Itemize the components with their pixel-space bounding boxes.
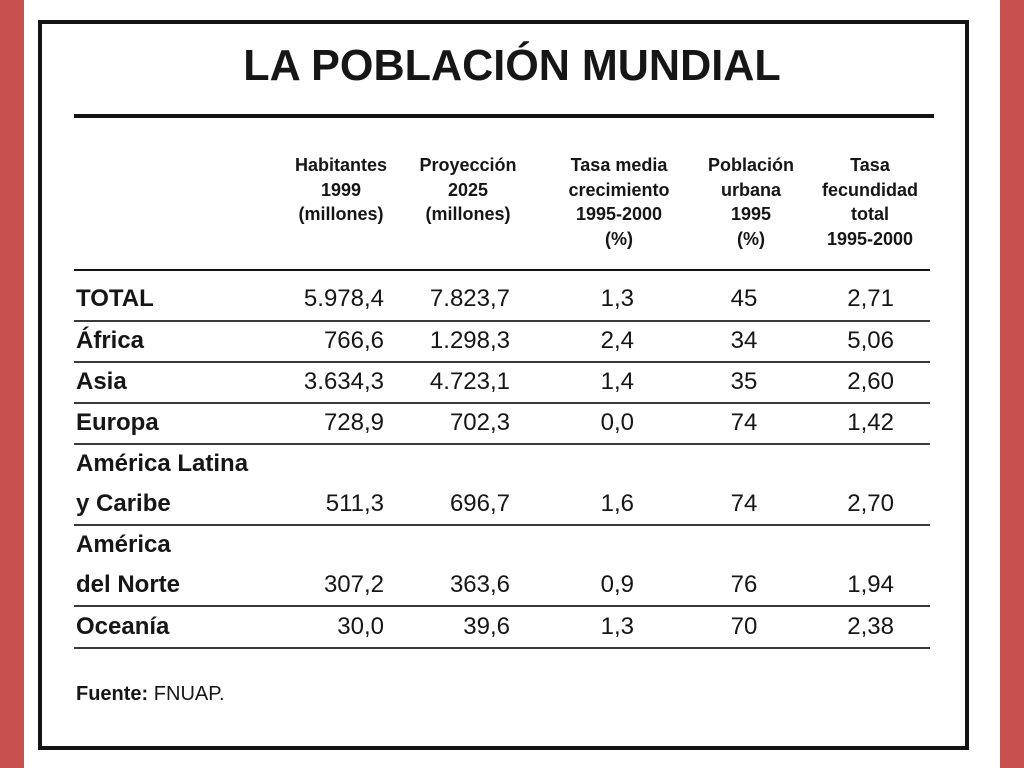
- header-divider: [74, 269, 930, 271]
- source-text: FNUAP.: [153, 683, 225, 705]
- col-header-line: 2025: [447, 179, 489, 200]
- col-header-line: Tasa: [850, 155, 890, 175]
- col-header-habitantes-1999: [284, 153, 398, 227]
- cell-tasa-crecimiento: 0,9: [600, 571, 634, 598]
- col-header-line: Tasa media: [570, 155, 668, 175]
- right-border-bar: [1000, 0, 1024, 768]
- region-label: Asia: [76, 368, 127, 395]
- col-header-tasa-crecimiento: [550, 153, 688, 251]
- cell-tasa-fecundidad: 5,06: [847, 327, 894, 354]
- col-header-line: Habitantes: [294, 155, 388, 175]
- cell-poblacion-urbana: 45: [730, 285, 758, 312]
- row-region: [76, 279, 154, 319]
- col-header-line: 1995-2000: [826, 228, 914, 249]
- cell-habitantes: 728,9: [323, 409, 384, 436]
- cell-poblacion-urbana: 35: [730, 368, 758, 395]
- cell-tasa-fecundidad: 1,94: [847, 571, 894, 598]
- row-region: [76, 444, 248, 524]
- cell-habitantes: 30,0: [337, 613, 384, 640]
- col-header-line: fecundidad: [821, 179, 918, 200]
- cell-tasa-crecimiento: 2,4: [600, 327, 634, 354]
- cell-poblacion-urbana: 70: [730, 613, 758, 640]
- col-header-line: 1995: [730, 204, 772, 224]
- cell-proyeccion: 363,6: [449, 571, 510, 598]
- col-header-line: (millones): [298, 204, 384, 224]
- cell-proyeccion: 1.298,3: [429, 327, 510, 354]
- cell-tasa-crecimiento: 1,4: [600, 368, 634, 395]
- row-divider: [74, 647, 930, 649]
- cell-proyeccion: 39,6: [463, 613, 510, 640]
- cell-tasa-crecimiento: 1,6: [600, 490, 634, 517]
- cell-tasa-fecundidad: 2,38: [847, 613, 894, 640]
- col-header-line: 1999: [320, 179, 362, 200]
- col-header-line: urbana: [720, 179, 781, 200]
- region-label: del Norte: [76, 571, 181, 598]
- region-label: Europa: [76, 409, 159, 436]
- col-header-poblacion-urbana: [694, 153, 808, 251]
- cell-proyeccion: 702,3: [449, 409, 510, 436]
- cell-tasa-fecundidad: 1,42: [847, 409, 894, 436]
- cell-habitantes: 5.978,4: [303, 285, 384, 312]
- col-header-line: crecimiento: [568, 179, 670, 200]
- page-title: LA POBLACIÓN MUNDIAL: [243, 41, 781, 90]
- table-row-oceania: [74, 606, 930, 649]
- cell-poblacion-urbana: 74: [730, 409, 758, 436]
- row-region: [76, 403, 159, 443]
- cell-poblacion-urbana: 34: [730, 327, 758, 354]
- row-region: [76, 362, 127, 402]
- region-label: África: [76, 327, 145, 354]
- row-region: [76, 607, 169, 647]
- table-row-asia: [74, 362, 930, 404]
- col-header-line: Población: [707, 155, 794, 175]
- region-label: Oceanía: [76, 613, 170, 640]
- col-header-line: (%): [605, 228, 633, 249]
- col-header-line: Proyección: [419, 155, 517, 175]
- table-row-total: [74, 279, 930, 322]
- table-row-africa: [74, 321, 930, 363]
- left-border-bar: [0, 0, 24, 768]
- region-label: y Caribe: [76, 490, 171, 517]
- cell-tasa-fecundidad: 2,71: [847, 285, 894, 312]
- cell-tasa-fecundidad: 2,60: [847, 368, 894, 395]
- table-row-europa: [74, 403, 930, 445]
- cell-proyeccion: 4.723,1: [429, 368, 510, 395]
- col-header-line: 1995-2000: [575, 204, 663, 224]
- region-label: América Latina: [76, 450, 249, 477]
- cell-habitantes: 307,2: [323, 571, 384, 598]
- region-label: América: [76, 531, 171, 558]
- cell-habitantes: 511,3: [325, 490, 384, 517]
- cell-tasa-fecundidad: 2,70: [847, 490, 894, 517]
- row-region: [76, 525, 180, 605]
- table-row-america-norte: [74, 525, 930, 607]
- source-label: Fuente:: [76, 683, 149, 705]
- cell-habitantes: 766,6: [323, 327, 384, 354]
- col-header-line: (%): [737, 228, 765, 249]
- source-note: [76, 681, 225, 707]
- cell-proyeccion: 7.823,7: [429, 285, 510, 312]
- col-header-proyeccion-2025: [409, 153, 527, 227]
- row-region: [76, 321, 144, 361]
- cell-tasa-crecimiento: 1,3: [600, 613, 634, 640]
- table-row-america-latina: [74, 444, 930, 526]
- col-header-tasa-fecundidad: [808, 153, 932, 251]
- col-header-line: (millones): [425, 204, 511, 224]
- cell-tasa-crecimiento: 1,3: [600, 285, 634, 312]
- cell-proyeccion: 696,7: [449, 490, 510, 517]
- cell-tasa-crecimiento: 0,0: [600, 409, 634, 436]
- cell-poblacion-urbana: 74: [730, 490, 758, 517]
- title-divider: [74, 114, 934, 118]
- region-label: TOTAL: [76, 285, 154, 312]
- cell-poblacion-urbana: 76: [730, 571, 758, 598]
- col-header-line: total: [851, 204, 889, 224]
- cell-habitantes: 3.634,3: [303, 368, 384, 395]
